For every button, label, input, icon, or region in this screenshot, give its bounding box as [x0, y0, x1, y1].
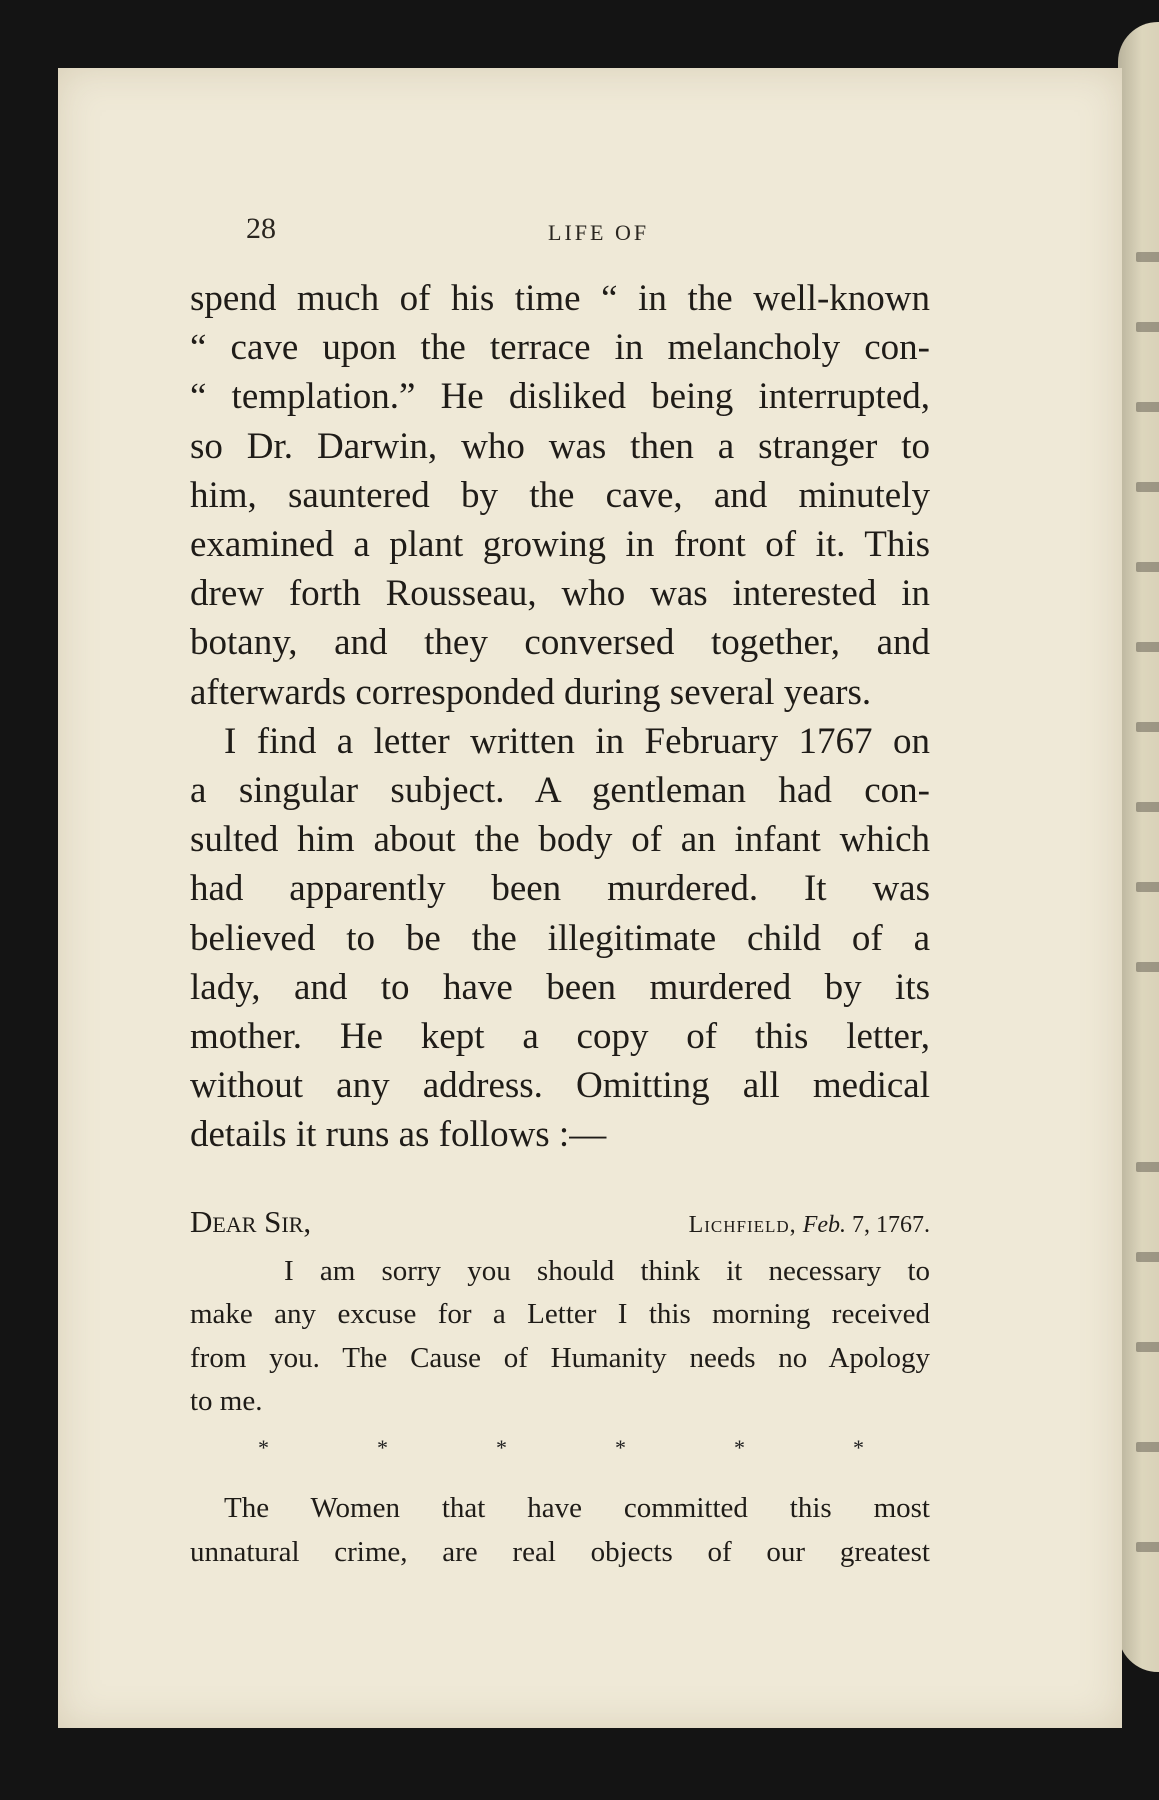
text-line: mother. He kept a copy of this letter, [190, 1016, 930, 1058]
adjacent-page-text-fragment [1136, 1342, 1159, 1352]
letter-heading [190, 1200, 930, 1248]
text-line: sulted him about the body of an infant which [190, 819, 930, 861]
adjacent-page-text-fragment [1136, 252, 1159, 262]
letter-line: make any excuse for a Letter I this morning received [190, 1298, 930, 1330]
adjacent-page-text-fragment [1136, 1252, 1159, 1262]
asterisk: * [615, 1434, 626, 1460]
adjacent-page-text-fragment [1136, 482, 1159, 492]
letter-date: 7, 1767. [852, 1212, 930, 1238]
letter-dateline [689, 1204, 930, 1248]
adjacent-page-text-fragment [1136, 642, 1159, 652]
asterisk: * [734, 1434, 745, 1460]
adjacent-page-text-fragment [1136, 1162, 1159, 1172]
text-line: a singular subject. A gentleman had con- [190, 770, 930, 812]
asterisk: * [258, 1434, 269, 1460]
text-line: “ templation.” He disliked being interrupted, [190, 376, 930, 418]
letter-place: Lichfield, [688, 1212, 797, 1238]
text-line: “ cave upon the terrace in melancholy con- [190, 327, 930, 369]
running-title: LIFE OF [548, 220, 650, 245]
adjacent-page-text-fragment [1136, 882, 1159, 892]
text-line: without any address. Omitting all medical [190, 1065, 930, 1107]
text-line: drew forth Rousseau, who was interested in [190, 573, 930, 615]
adjacent-page-edge [1118, 22, 1159, 1672]
page-header [58, 208, 1122, 268]
letter-line: The Women that have committed this most [224, 1492, 930, 1524]
letter-salutation: Dear Sir, [190, 1204, 312, 1239]
adjacent-page-text-fragment [1136, 1442, 1159, 1452]
adjacent-page-text-fragment [1136, 722, 1159, 732]
text-line: him, sauntered by the cave, and minutely [190, 474, 930, 516]
text-line: so Dr. Darwin, who was then a stranger to [190, 425, 930, 467]
text-line: had apparently been murdered. It was [190, 868, 930, 910]
text-line: botany, and they conversed together, and [190, 622, 930, 664]
page-number: 28 [246, 212, 276, 245]
text-line: afterwards corresponded during several years. [190, 671, 872, 713]
ellipsis-asterisks [190, 1426, 930, 1470]
adjacent-page-text-fragment [1136, 562, 1159, 572]
adjacent-page-text-fragment [1136, 322, 1159, 332]
text-line: spend much of his time “ in the well-known [190, 278, 930, 319]
text-line: I find a letter written in February 1767 on [224, 720, 930, 762]
text-line: details it runs as follows :— [190, 1114, 607, 1156]
adjacent-page-text-fragment [1136, 402, 1159, 412]
quoted-letter [190, 1200, 930, 1574]
letter-line: unnatural crime, are real objects of our greatest [190, 1535, 930, 1568]
adjacent-page-text-fragment [1136, 1542, 1159, 1552]
adjacent-page-text-fragment [1136, 962, 1159, 972]
text-line: lady, and to have been murdered by its [190, 966, 930, 1008]
text-line: examined a plant growing in front of it. This [190, 524, 930, 566]
asterisk: * [377, 1434, 388, 1460]
letter-line: from you. The Cause of Humanity needs no Apology [190, 1341, 930, 1374]
asterisk: * [496, 1434, 507, 1460]
letter-month: Feb. [802, 1212, 846, 1238]
text-line: believed to be the illegitimate child of a [190, 917, 930, 959]
adjacent-page-text-fragment [1136, 802, 1159, 812]
letter-line: I am sorry you should think it necessary to [284, 1254, 930, 1287]
letter-line: to me. [190, 1385, 263, 1417]
asterisk: * [853, 1434, 864, 1460]
body-paragraphs [190, 274, 930, 1160]
